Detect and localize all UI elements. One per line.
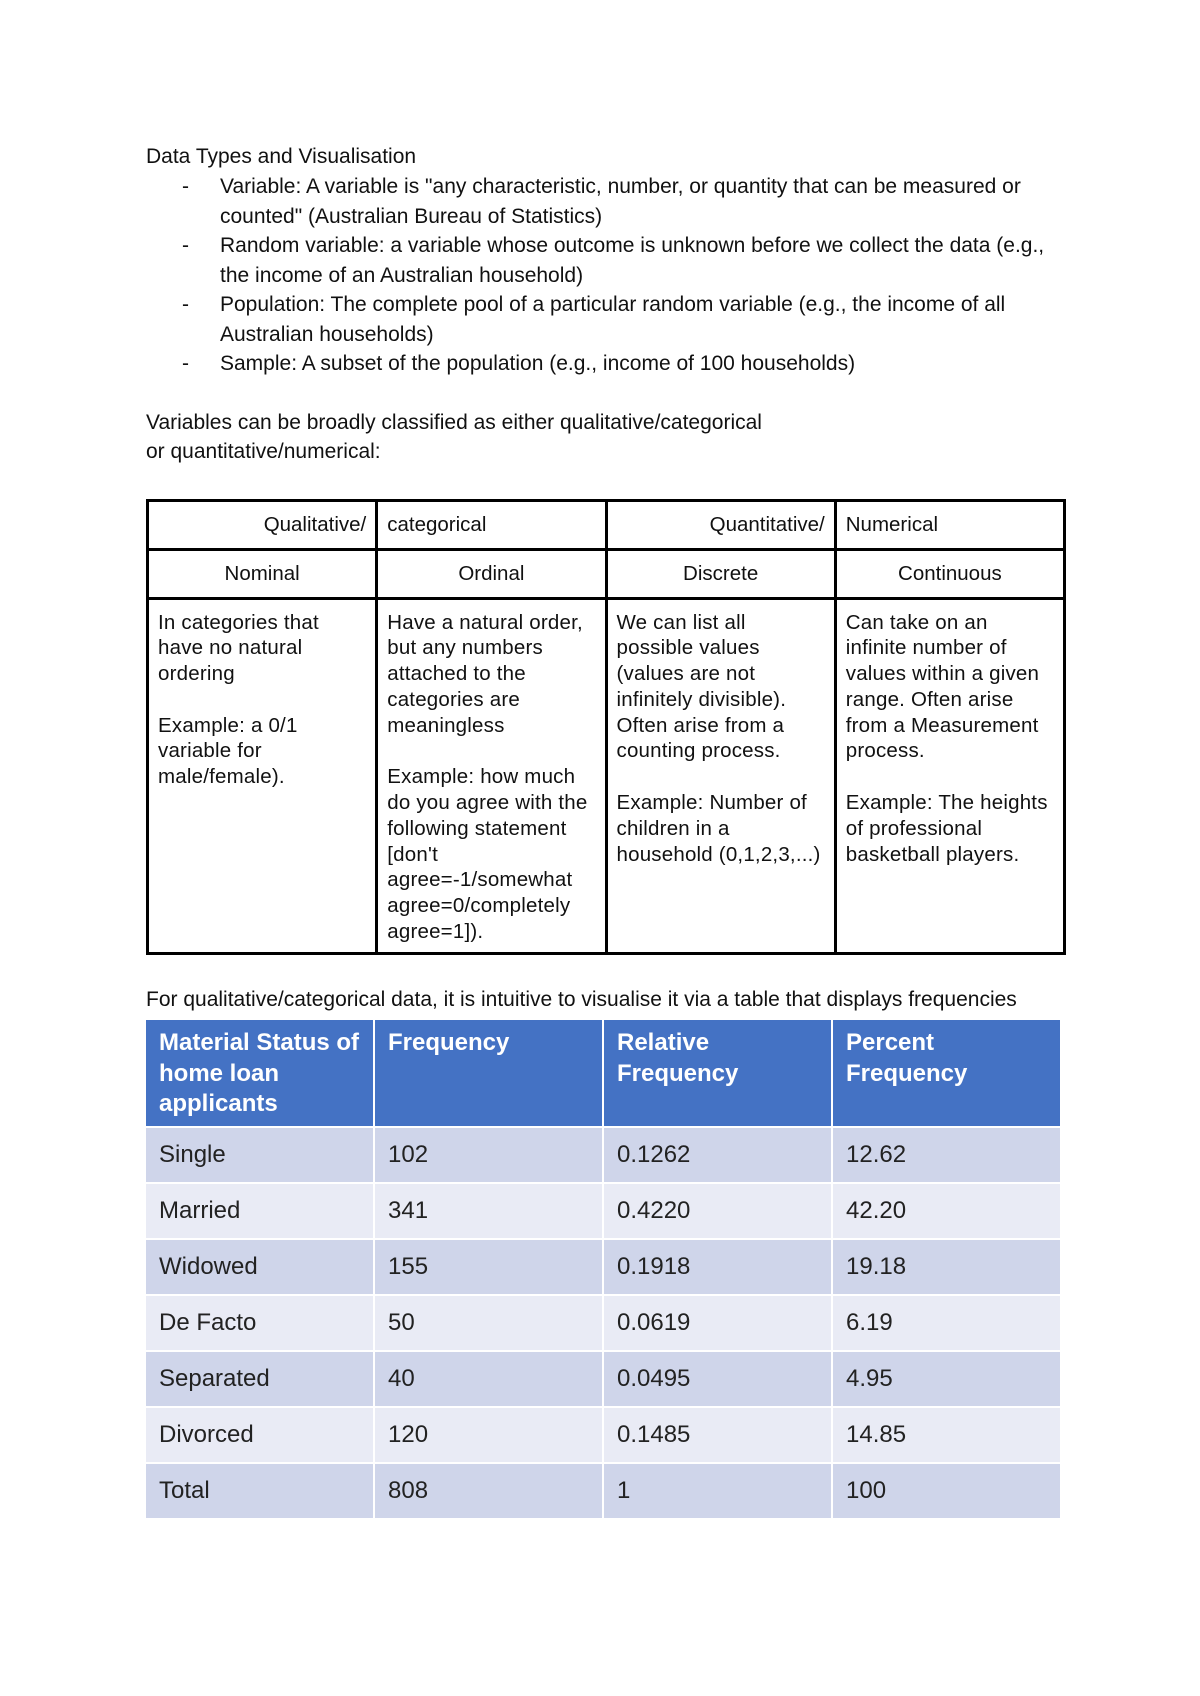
frequency-table xyxy=(144,1018,1062,1520)
table-header-row xyxy=(146,1020,1060,1126)
classify-intro-line2: or quantitative/numerical: xyxy=(146,440,381,463)
column-header: Frequency xyxy=(375,1020,602,1126)
table-cell: Discrete xyxy=(606,549,835,598)
table-row xyxy=(148,500,1065,549)
table-cell: 40 xyxy=(375,1352,602,1406)
table-cell: 12.62 xyxy=(833,1128,1060,1182)
list-item xyxy=(146,290,1066,349)
table-row xyxy=(146,1352,1060,1406)
column-header: Material Status of home loan applicants xyxy=(146,1020,373,1126)
table-cell: 4.95 xyxy=(833,1352,1060,1406)
table-cell: De Facto xyxy=(146,1296,373,1350)
table-cell: 0.0495 xyxy=(604,1352,831,1406)
cell-description: Can take on an infinite number of values within a given range. Often arise from a Measurement process. xyxy=(845,610,1040,763)
classify-intro-line1: Variables can be broadly classified as either qualitative/categorical xyxy=(146,410,762,434)
definition-list xyxy=(146,172,1066,379)
table-cell: 42.20 xyxy=(833,1184,1060,1238)
table-cell: 0.1485 xyxy=(604,1408,831,1462)
table-cell: Qualitative/ xyxy=(148,500,377,549)
cell-description: In categories that have no natural ordering xyxy=(158,610,319,686)
table-row-total xyxy=(146,1464,1060,1518)
table-row xyxy=(146,1128,1060,1182)
list-item xyxy=(146,172,1066,231)
list-item xyxy=(146,231,1066,290)
table-cell xyxy=(835,598,1064,953)
table-cell: 155 xyxy=(375,1240,602,1294)
cell-example: Example: Number of children in a household (0,1,2,3,...) xyxy=(616,791,821,866)
column-header: Percent Frequency xyxy=(833,1020,1060,1126)
table-cell: 0.1918 xyxy=(604,1240,831,1294)
table-cell: Continuous xyxy=(835,549,1064,598)
table-cell: 341 xyxy=(375,1184,602,1238)
table-row xyxy=(146,1184,1060,1238)
table-cell xyxy=(148,598,377,953)
list-item-text: Random variable: a variable whose outcome is unknown before we collect the data (e.g., the income of an Australian household) xyxy=(220,234,1045,287)
table-cell xyxy=(377,598,606,953)
cell-description: We can list all possible values (values are not infinitely divisible). Often arise from a counting process. xyxy=(616,610,787,763)
list-item xyxy=(146,349,1066,379)
document-page xyxy=(146,142,1066,1520)
classification-table xyxy=(146,499,1066,955)
frequency-intro: For qualitative/categorical data, it is intuitive to visualise it via a table that displays frequencies xyxy=(146,987,1017,1011)
table-cell: 102 xyxy=(375,1128,602,1182)
list-item-text: Variable: A variable is "any characteristic, number, or quantity that can be measured or counted" (Australian Bureau of Statistics) xyxy=(220,175,1021,228)
bullet-dash: - xyxy=(182,352,189,375)
table-cell: Ordinal xyxy=(377,549,606,598)
table-cell: 1 xyxy=(604,1464,831,1518)
table-cell xyxy=(606,598,835,953)
list-item-text: Population: The complete pool of a particular random variable (e.g., the income of all Australian households) xyxy=(220,293,1006,346)
table-cell: 6.19 xyxy=(833,1296,1060,1350)
bullet-dash: - xyxy=(182,175,189,198)
table-cell: 14.85 xyxy=(833,1408,1060,1462)
cell-example: Example: a 0/1 variable for male/female). xyxy=(158,713,298,789)
table-cell: Divorced xyxy=(146,1408,373,1462)
table-cell: Separated xyxy=(146,1352,373,1406)
table-row xyxy=(146,1240,1060,1294)
list-item-text: Sample: A subset of the population (e.g., income of 100 households) xyxy=(220,352,856,375)
table-cell: Nominal xyxy=(148,549,377,598)
table-cell: 0.0619 xyxy=(604,1296,831,1350)
table-row xyxy=(148,549,1065,598)
cell-example: Example: how much do you agree with the following statement [don't agree=-1/somewhat agree=0/completely agree=1]). xyxy=(387,765,588,944)
table-cell: categorical xyxy=(377,500,606,549)
page-title: Data Types and Visualisation xyxy=(146,145,417,168)
table-cell: 19.18 xyxy=(833,1240,1060,1294)
table-row xyxy=(146,1296,1060,1350)
table-cell: Total xyxy=(146,1464,373,1518)
table-cell: 50 xyxy=(375,1296,602,1350)
table-cell: Numerical xyxy=(835,500,1064,549)
table-row xyxy=(146,1408,1060,1462)
bullet-dash: - xyxy=(182,293,189,316)
table-cell: 120 xyxy=(375,1408,602,1462)
table-cell: 0.1262 xyxy=(604,1128,831,1182)
bullet-dash: - xyxy=(182,234,189,257)
table-cell: 808 xyxy=(375,1464,602,1518)
column-header: Relative Frequency xyxy=(604,1020,831,1126)
table-cell: 0.4220 xyxy=(604,1184,831,1238)
table-row xyxy=(148,598,1065,953)
table-cell: Married xyxy=(146,1184,373,1238)
cell-example: Example: The heights of professional basketball players. xyxy=(845,791,1048,866)
table-cell: Widowed xyxy=(146,1240,373,1294)
table-cell: 100 xyxy=(833,1464,1060,1518)
table-cell: Quantitative/ xyxy=(606,500,835,549)
table-cell: Single xyxy=(146,1128,373,1182)
cell-description: Have a natural order, but any numbers attached to the categories are meaningless xyxy=(387,610,583,737)
